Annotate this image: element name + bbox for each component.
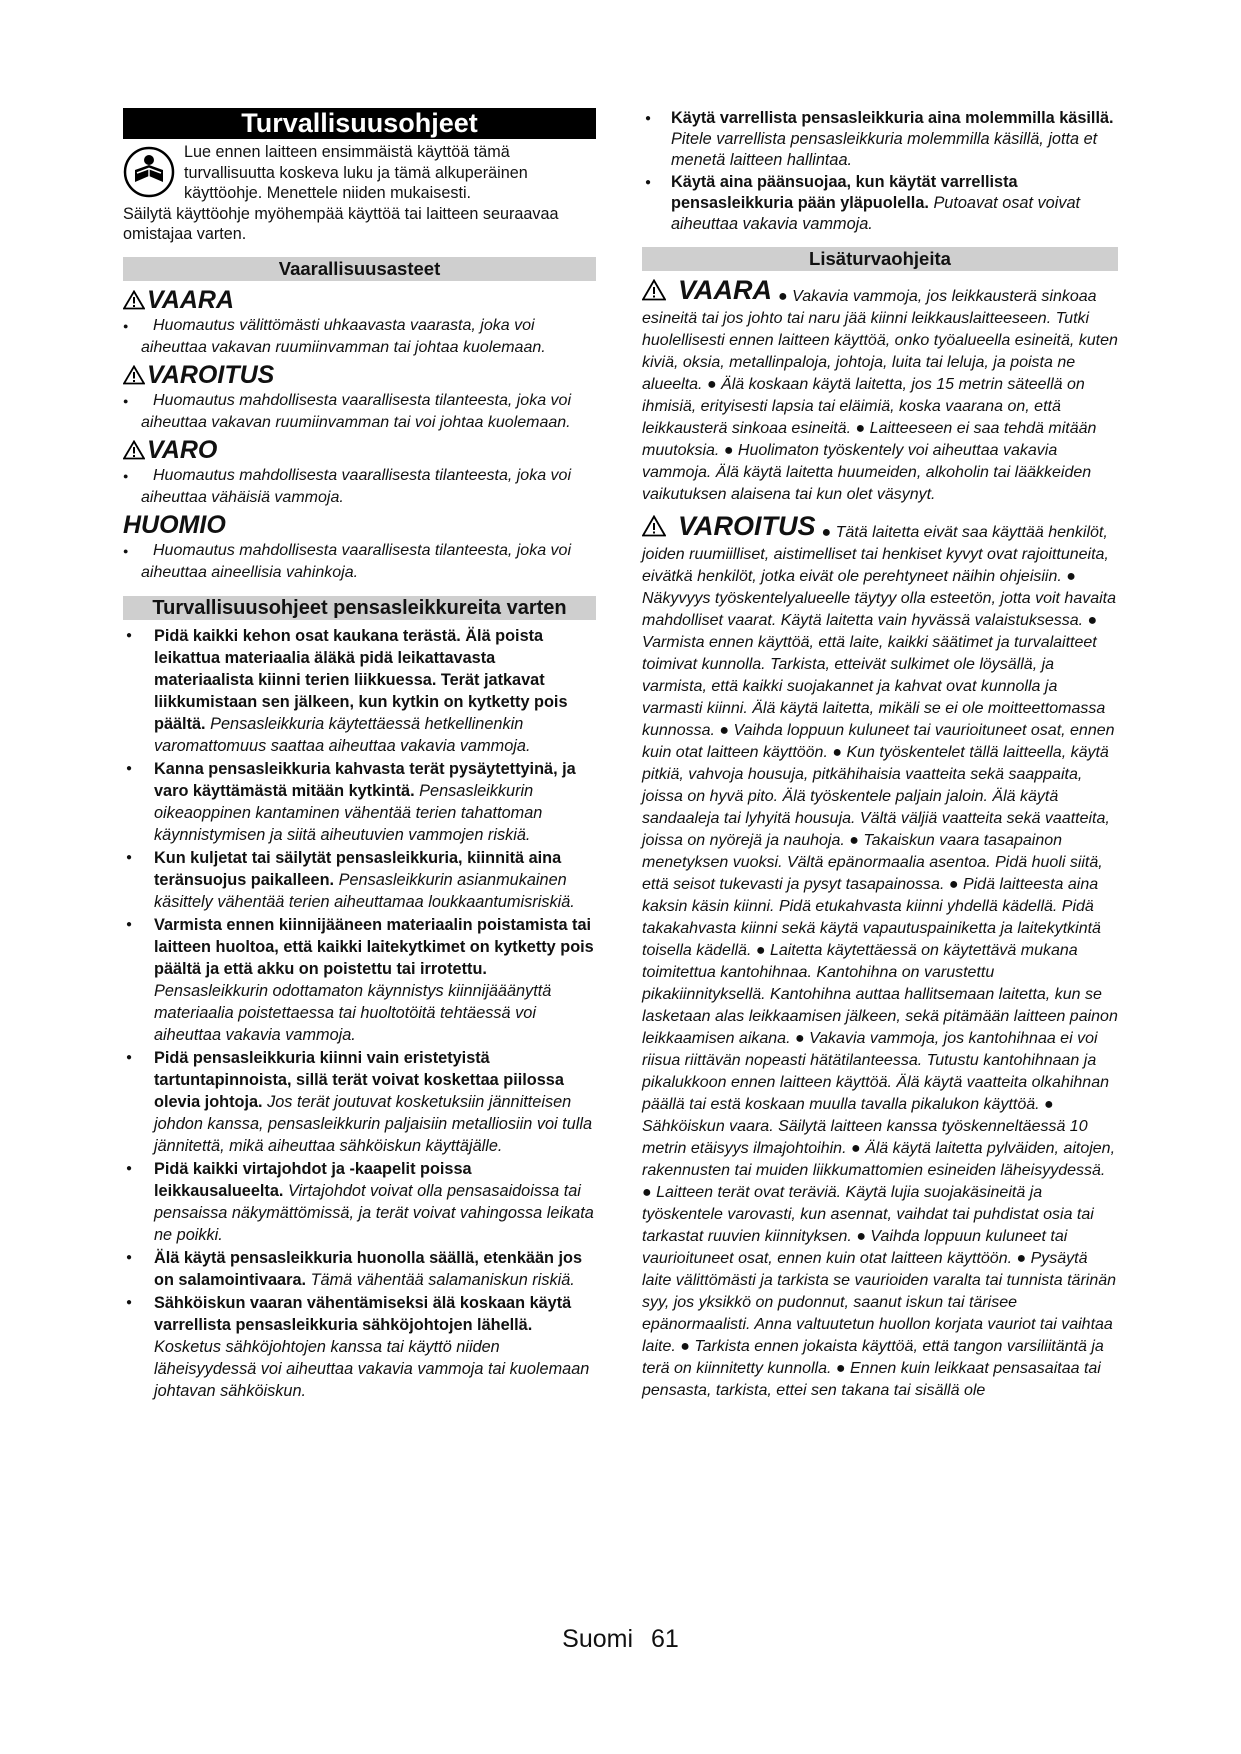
- intro-block: [123, 142, 596, 245]
- rule-italic: Putoavat osat voivat aiheuttaa vakavia vammoja.: [671, 194, 1081, 233]
- extra-safety-heading: Lisäturvaohjeita: [642, 247, 1118, 271]
- trimmer-rules-list: [123, 625, 596, 1402]
- list-item: [642, 172, 1118, 235]
- rule-italic: Kosketus sähköjohtojen kanssa tai käyttö niiden läheisyydessä voi aiheuttaa vakavia vammoja tai kuolemaan johtavan sähköiskun.: [154, 1337, 590, 1400]
- read-manual-icon: [123, 146, 175, 198]
- warning-triangle-icon: [123, 440, 145, 460]
- page-number: 61: [651, 1625, 679, 1653]
- right-column: [642, 108, 1118, 1402]
- rule-bold: Kanna pensasleikkuria kahvasta terät pysäytettyinä, ja varo käyttämästä mitään kytkintä.: [154, 759, 576, 800]
- signal-word-label: VAROITUS: [147, 360, 275, 389]
- warning-triangle-icon: [642, 279, 666, 301]
- page-title: Turvallisuusohjeet: [123, 108, 596, 139]
- list-item: [123, 625, 596, 757]
- hazard-level-warning: [123, 361, 596, 434]
- signal-word-label: VAROITUS: [678, 511, 816, 541]
- rule-italic: Pensasleikkuria käytettäessä hetkellinenkin varomattomuus saattaa aiheuttaa vakavia vammoja.: [154, 714, 531, 755]
- pole-rules-list: [642, 108, 1118, 235]
- hazard-levels-heading: Vaarallisuusasteet: [123, 257, 596, 281]
- footer-language: Suomi: [562, 1625, 634, 1653]
- signal-word-label: VAARA: [678, 275, 772, 305]
- rule-italic: Pensasleikkurin asianmukainen käsittely vähentää terien aiheuttamaa loukkaantumisriskiä.: [154, 870, 575, 911]
- signal-word-label: VAARA: [147, 285, 235, 314]
- signal-word: [123, 361, 596, 389]
- signal-word: [123, 511, 596, 539]
- intro-paragraph-1: Lue ennen laitteen ensimmäistä käyttöä tämä turvallisuutta koskeva luku ja tämä alkuperäinen käyttöohje. Menettele niiden mukaisesti.: [184, 143, 528, 202]
- rule-italic: Jos terät joutuvat kosketuksiin jännitteisen johdon kanssa, pensasleikkurin paljaisiin metalliosiin voi tulla jännitettä, mikä aiheuttaa sähköiskun käyttäjälle.: [154, 1092, 593, 1155]
- list-item: [123, 758, 596, 846]
- signal-word-label: VARO: [147, 435, 218, 464]
- rule-bold: Käytä varrellista pensasleikkuria aina molemmilla käsillä.: [671, 109, 1114, 127]
- rule-italic: Pensasleikkurin oikeaoppinen kantaminen vähentää terien tahattoman käynnistymisen ja siitä aiheutuvien vammojen riskiä.: [154, 781, 543, 844]
- rule-bold: Pidä pensasleikkuria kiinni vain eristetyistä tartuntapinnoista, sillä terät voivat koskettaa piilossa olevia johtoja.: [154, 1048, 564, 1111]
- hazard-level-caution: [123, 436, 596, 509]
- warning-triangle-icon: [642, 515, 666, 537]
- hazard-level-text: ● Huomautus mahdollisesta vaarallisesta tilanteesta, joka voi aiheuttaa vähäisiä vammoja.: [123, 465, 596, 509]
- list-item: [123, 914, 596, 1046]
- hazard-level-danger: [123, 286, 596, 359]
- rule-bold: Käytä aina päänsuojaa, kun käytät varrellista pensasleikkuria pään yläpuolella.: [671, 173, 1018, 212]
- trimmer-rules-heading: Turvallisuusohjeet pensasleikkureita varten: [123, 596, 596, 620]
- intro-paragraph-2: Säilytä käyttöohje myöhempää käyttöä tai laitteen seuraavaa omistajaa varten.: [123, 204, 559, 243]
- left-column: [123, 108, 596, 1403]
- signal-word: [642, 512, 816, 540]
- extra-warning-paragraph: [642, 512, 1118, 1402]
- signal-word: [123, 286, 596, 314]
- rule-bold: Pidä kaikki kehon osat kaukana terästä. Älä poista leikattua materiaalia äläkä pidä leikattavasta materiaalista kiinni terien liikkuessa. Terät jatkavat liikkumistaan sen jälkeen, kun kytkin on kytketty pois päältä.: [154, 626, 568, 733]
- rule-bold: Sähköiskun vaaran vähentämiseksi älä koskaan käytä varrellista pensasleikkuria sähköjohtojen lähellä.: [154, 1293, 572, 1334]
- list-item: [123, 847, 596, 913]
- list-item: [123, 1047, 596, 1157]
- signal-word: [642, 276, 772, 304]
- extra-danger-paragraph: [642, 276, 1118, 506]
- list-item: [642, 108, 1118, 171]
- warning-triangle-icon: [123, 365, 145, 385]
- list-item: [123, 1247, 596, 1291]
- rule-bold: Kun kuljetat tai säilytät pensasleikkuria, kiinnitä aina teränsuojus paikalleen.: [154, 848, 562, 889]
- rule-bold: Älä käytä pensasleikkuria huonolla säällä, etenkään jos on salamointivaara.: [154, 1248, 583, 1289]
- extra-warning-text: ● Tätä laitetta eivät saa käyttää henkilöt, joiden ruumiilliset, aistimelliset tai henkiset kyvyt ovat rajoittuneita, eivätkä henkilöt, jotka eivät ole perehtyneet näihin ohjeisiin. ● Näkyvyys työskentelyalueelle täytyy olla esteetön, jotta voit havaita mahdolliset vaarat. Käytä laitetta vain hyvässä valaistuksessa. ● Varmista ennen käyttöä, että laite, kaikki säätimet ja turvalaitteet toimivat kunnolla. Tarkista, etteivät sulkimet ole löysällä, ja varmista, että kaikki suojakannet ja kahvat ovat kunnolla ja varmasti kiinni. Älä käytä laitetta, mikäli se ei ole moitteettomassa kunnossa. ● Vaihda loppuun kuluneet tai vaurioituneet osat, ennen kuin otat laitteen käyttöön. ● Kun työskentelet tällä laitteella, käytä pitkiä, vahvoja housuja, pitkähihaisia vaatteita sekä saappaita, joissa on hyvä pito. Älä työskentele paljain jaloin. Älä käytä sandaaleja tai lyhyitä housuja. Vältä väljiä vaatteita sekä vaatteita, joissa on nyörejä ja nauhoja. ● Takaiskun vaara tasapainon menetyksen vuoksi. Vältä epänormaalia asentoa. Pidä huoli siitä, että seisot tukevasti ja pysyt tasapainossa. ● Pidä laitteesta aina kaksin käsin kiinni. Pidä etukahvasta kiinni yhdellä kädellä. Pidä takakahvasta kiinni sekä käytä vapautuspainiketta ja laitekytkintä toisella kädellä. ● Laitetta käytettäessä on käytettävä mukana toimitettua kantohihnaa. Kantohihna on varustettu pikakiinnityksellä. Kantohihna auttaa hallitsemaan laitetta, kun se lasketaan alas leikkaamisen jälkeen, sekä pitämään laitteen painon leikkaamisen aikana. ● Vakavia vammoja, jos kantohihnaa ei voi riisua riittävän nopeasti hätätilanteessa. Tutustu kantohihnaan ja pikalukkoon ennen laitteen käyttöä. Älä käytä vaatteita olkahihnan päällä tai estä koskaan muulla tavalla pikalukon käyttöä. ● Sähköiskun vaara. Säilytä laitteen kanssa työskenneltäessä 10 metrin etäisyys ilmajohtoihin. ● Älä käytä laitetta pylväiden, aitojen, rakennusten tai muiden liikkumattomien esineiden läheisyydessä. ● Laitteen terät ovat teräviä. Käytä lujia suojakäsineitä ja työskentele varovasti, kun asennat, vaihdat tai puhdistat osia tai tarkastat ruuvien kiinnityksen. ● Vaihda loppuun kuluneet tai vaurioituneet osat, ennen kuin otat laitteen käyttöön. ● Pysäytä laite välittömästi ja tarkista se vaurioiden varalta tai tunnista tärinän syy, jos yksikkö on pudonnut, saanut iskun tai tärisee epänormaalisti. Anna valtuutetun huollon korjata vauriot tai vaihtaa laite. ● Tarkista ennen jokaista käyttöä, että tangon varsiliitäntä ja terä on kiinnitetty kunnolla. ● Ennen kuin leikkaat pensasaitaa tai pensasta, tarkista, ettei sen takana tai sisällä ole: [642, 524, 1118, 1399]
- signal-word: [123, 436, 596, 464]
- warning-triangle-icon: [123, 290, 145, 310]
- rule-italic: Pitele varrellista pensasleikkuria molemmilla käsillä, jotta et menetä laitteen hallintaa.: [671, 130, 1098, 169]
- extra-danger-text: ● Vakavia vammoja, jos leikkausterä sinkoaa esineitä tai jos johto tai naru jää kiinni leikkauslaitteeseen. Tutki huolellisesti ennen laitteen käyttöä, onko työalueella esineitä, kuten kiviä, oksia, metallinpaloja, johtoja, luita tai leluja, ja poista ne alueelta. ● Älä koskaan käytä laitetta, jos 15 metrin säteellä on ihmisiä, erityisesti lapsia tai eläimiä, koska vaarana on, että leikkausterä sinkoaa esineitä. ● Laitteeseen ei saa tehdä mitään muutoksia. ● Huolimaton työskentely voi aiheuttaa vakavia vammoja. Älä käytä laitetta huumeiden, alkoholin tai lääkkeiden vaikutuksen alaisena tai kun olet väsynyt.: [642, 288, 1118, 503]
- list-item: [123, 1292, 596, 1402]
- rule-italic: Virtajohdot voivat olla pensasaidoissa tai pensaissa näkymättömissä, ja terät voivat vahingossa leikata ne poikki.: [154, 1181, 594, 1244]
- hazard-level-text: ● Huomautus mahdollisesta vaarallisesta tilanteesta, joka voi aiheuttaa vakavan ruumiinvamman tai voi johtaa kuolemaan.: [123, 390, 596, 434]
- rule-italic: Pensasleikkurin odottamaton käynnistys kiinnijääänyttä materiaalia poistettaessa tai huoltotöitä tehtäessä voi aiheuttaa vakavia vammoja.: [154, 981, 552, 1044]
- hazard-level-text: ● Huomautus mahdollisesta vaarallisesta tilanteesta, joka voi aiheuttaa aineellisia vahinkoja.: [123, 540, 596, 584]
- hazard-level-text: ● Huomautus välittömästi uhkaavasta vaarasta, joka voi aiheuttaa vakavan ruumiinvamman tai johtaa kuolemaan.: [123, 315, 596, 359]
- hazard-level-notice: [123, 511, 596, 584]
- list-item: [123, 1158, 596, 1246]
- rule-bold: Varmista ennen kiinnijääneen materiaalin poistamista tai laitteen huoltoa, että kaikki laitekytkimet on kytketty pois päältä ja että akku on poistettu tai irrotettu.: [154, 915, 594, 978]
- rule-italic: Tämä vähentää salamaniskun riskiä.: [310, 1270, 575, 1289]
- signal-word-label: HUOMIO: [123, 510, 226, 539]
- page-footer: [0, 1624, 1241, 1654]
- rule-bold: Pidä kaikki virtajohdot ja -kaapelit poissa leikkausalueelta.: [154, 1159, 472, 1200]
